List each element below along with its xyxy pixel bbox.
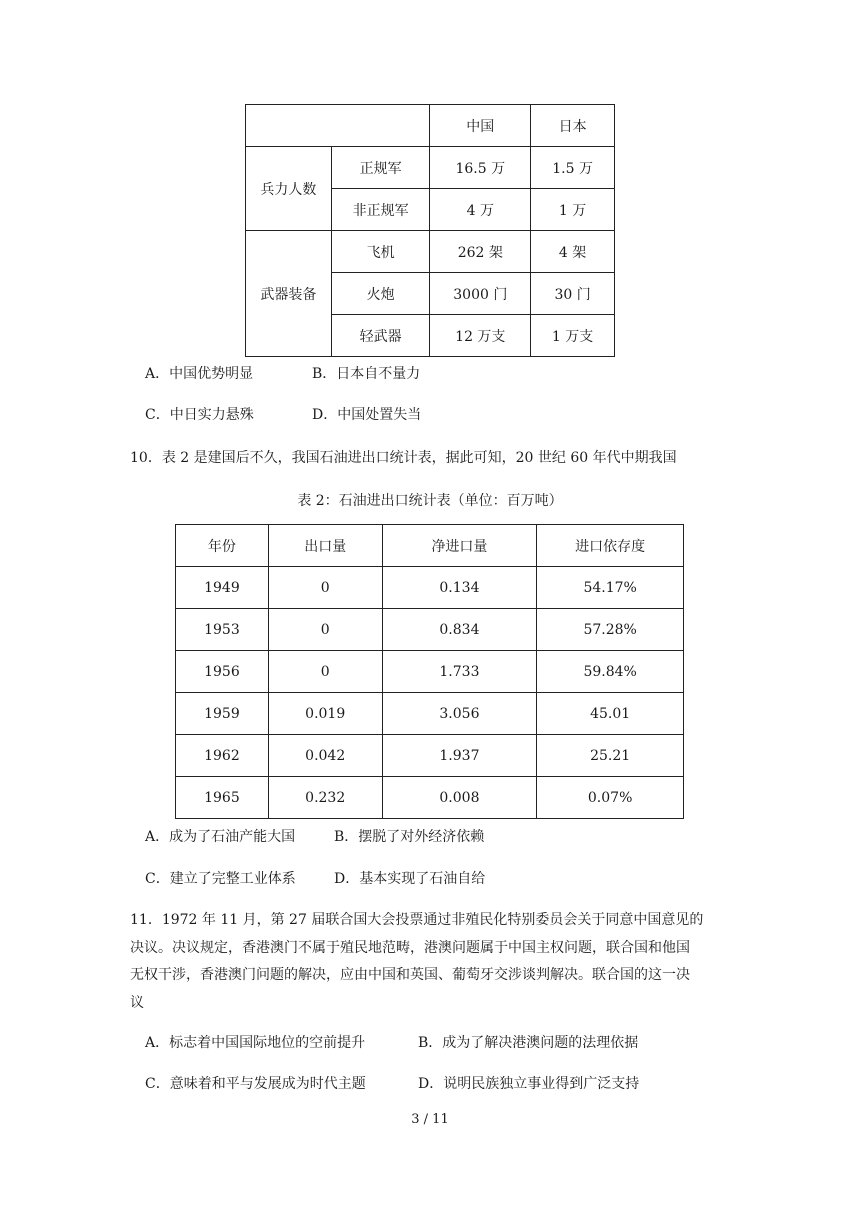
table-row	[176, 693, 684, 735]
table-header-row	[246, 105, 615, 147]
q10-option-a[interactable]: A．成为了石油产能大国	[145, 829, 296, 845]
cell-year: 1959	[176, 693, 269, 735]
group-label-weapons: 武器装备	[246, 231, 332, 357]
row-label: 火炮	[331, 273, 430, 315]
cell-net-import: 3.056	[382, 693, 537, 735]
cell-year: 1953	[176, 609, 269, 651]
q10-option-b[interactable]: B．摆脱了对外经济依赖	[334, 829, 485, 845]
cell-export: 0.042	[268, 735, 382, 777]
forces-comparison-table	[245, 104, 615, 357]
column-header-net-import: 净进口量	[382, 525, 537, 567]
cell-net-import: 1.733	[382, 651, 537, 693]
table-row	[176, 609, 684, 651]
group-label-troops: 兵力人数	[246, 147, 332, 231]
cell-net-import: 0.834	[382, 609, 537, 651]
row-label: 非正规军	[331, 189, 430, 231]
column-header-year: 年份	[176, 525, 269, 567]
table-row	[176, 735, 684, 777]
column-header-japan: 日本	[531, 105, 615, 147]
cell-dependency: 45.01	[537, 693, 684, 735]
cell-net-import: 0.008	[382, 777, 537, 819]
q10-option-c[interactable]: C．建立了完整工业体系	[145, 871, 296, 887]
table-row	[246, 231, 615, 273]
cell-export: 0	[268, 651, 382, 693]
table-header-row	[176, 525, 684, 567]
cell-china: 12 万支	[430, 315, 531, 357]
cell-year: 1949	[176, 567, 269, 609]
q9-option-b[interactable]: B．日本自不量力	[312, 366, 421, 382]
column-header-dependency: 进口依存度	[537, 525, 684, 567]
page-number: 3 / 11	[411, 1112, 449, 1127]
q11-option-a[interactable]: A．标志着中国国际地位的空前提升	[145, 1035, 366, 1051]
cell-dependency: 57.28%	[537, 609, 684, 651]
column-header-china: 中国	[430, 105, 531, 147]
q11-stem-line-1: 11．1972 年 11 月，第 27 届联合国大会投票通过非殖民化特别委员会关于同意中国意见的	[130, 912, 704, 928]
table-row	[176, 567, 684, 609]
cell-export: 0.232	[268, 777, 382, 819]
cell-china: 3000 门	[430, 273, 531, 315]
q10-stem: 10．表 2 是建国后不久，我国石油进出口统计表，据此可知，20 世纪 60 年代中期我国	[130, 450, 677, 466]
cell-japan: 1 万	[531, 189, 615, 231]
oil-trade-table	[175, 524, 684, 819]
q10-option-d[interactable]: D．基本实现了石油自给	[334, 871, 486, 887]
q11-stem-line-4: 议	[130, 995, 144, 1011]
q10-table-caption: 表 2：石油进出口统计表（单位：百万吨）	[297, 493, 563, 509]
q11-option-c[interactable]: C．意味着和平与发展成为时代主题	[145, 1076, 366, 1092]
row-label: 轻武器	[331, 315, 430, 357]
q11-stem-line-2: 决议。决议规定，香港澳门不属于殖民地范畴，港澳问题属于中国主权问题，联合国和他国	[130, 940, 690, 956]
table-row	[176, 777, 684, 819]
q9-option-c[interactable]: C．中日实力悬殊	[145, 407, 254, 423]
cell-japan: 4 架	[531, 231, 615, 273]
q9-option-a[interactable]: A．中国优势明显	[145, 366, 254, 382]
cell-china: 262 架	[430, 231, 531, 273]
table-row	[176, 651, 684, 693]
cell-dependency: 25.21	[537, 735, 684, 777]
cell-export: 0	[268, 609, 382, 651]
cell-china: 4 万	[430, 189, 531, 231]
cell-export: 0	[268, 567, 382, 609]
column-header-export: 出口量	[268, 525, 382, 567]
q9-option-d[interactable]: D．中国处置失当	[312, 407, 422, 423]
cell-japan: 1 万支	[531, 315, 615, 357]
q11-stem-line-3: 无权干涉，香港澳门问题的解决，应由中国和英国、葡萄牙交涉谈判解决。联合国的这一决	[130, 967, 690, 983]
table-row	[246, 147, 615, 189]
cell-year: 1965	[176, 777, 269, 819]
cell-export: 0.019	[268, 693, 382, 735]
cell-year: 1962	[176, 735, 269, 777]
cell-dependency: 0.07%	[537, 777, 684, 819]
row-label: 正规军	[331, 147, 430, 189]
row-label: 飞机	[331, 231, 430, 273]
cell-dependency: 59.84%	[537, 651, 684, 693]
cell-year: 1956	[176, 651, 269, 693]
cell-china: 16.5 万	[430, 147, 531, 189]
cell-japan: 30 门	[531, 273, 615, 315]
table-corner-cell	[246, 105, 430, 147]
q11-option-b[interactable]: B．成为了解决港澳问题的法理依据	[418, 1035, 639, 1051]
cell-japan: 1.5 万	[531, 147, 615, 189]
cell-net-import: 0.134	[382, 567, 537, 609]
cell-dependency: 54.17%	[537, 567, 684, 609]
q11-option-d[interactable]: D．说明民族独立事业得到广泛支持	[418, 1076, 640, 1092]
cell-net-import: 1.937	[382, 735, 537, 777]
